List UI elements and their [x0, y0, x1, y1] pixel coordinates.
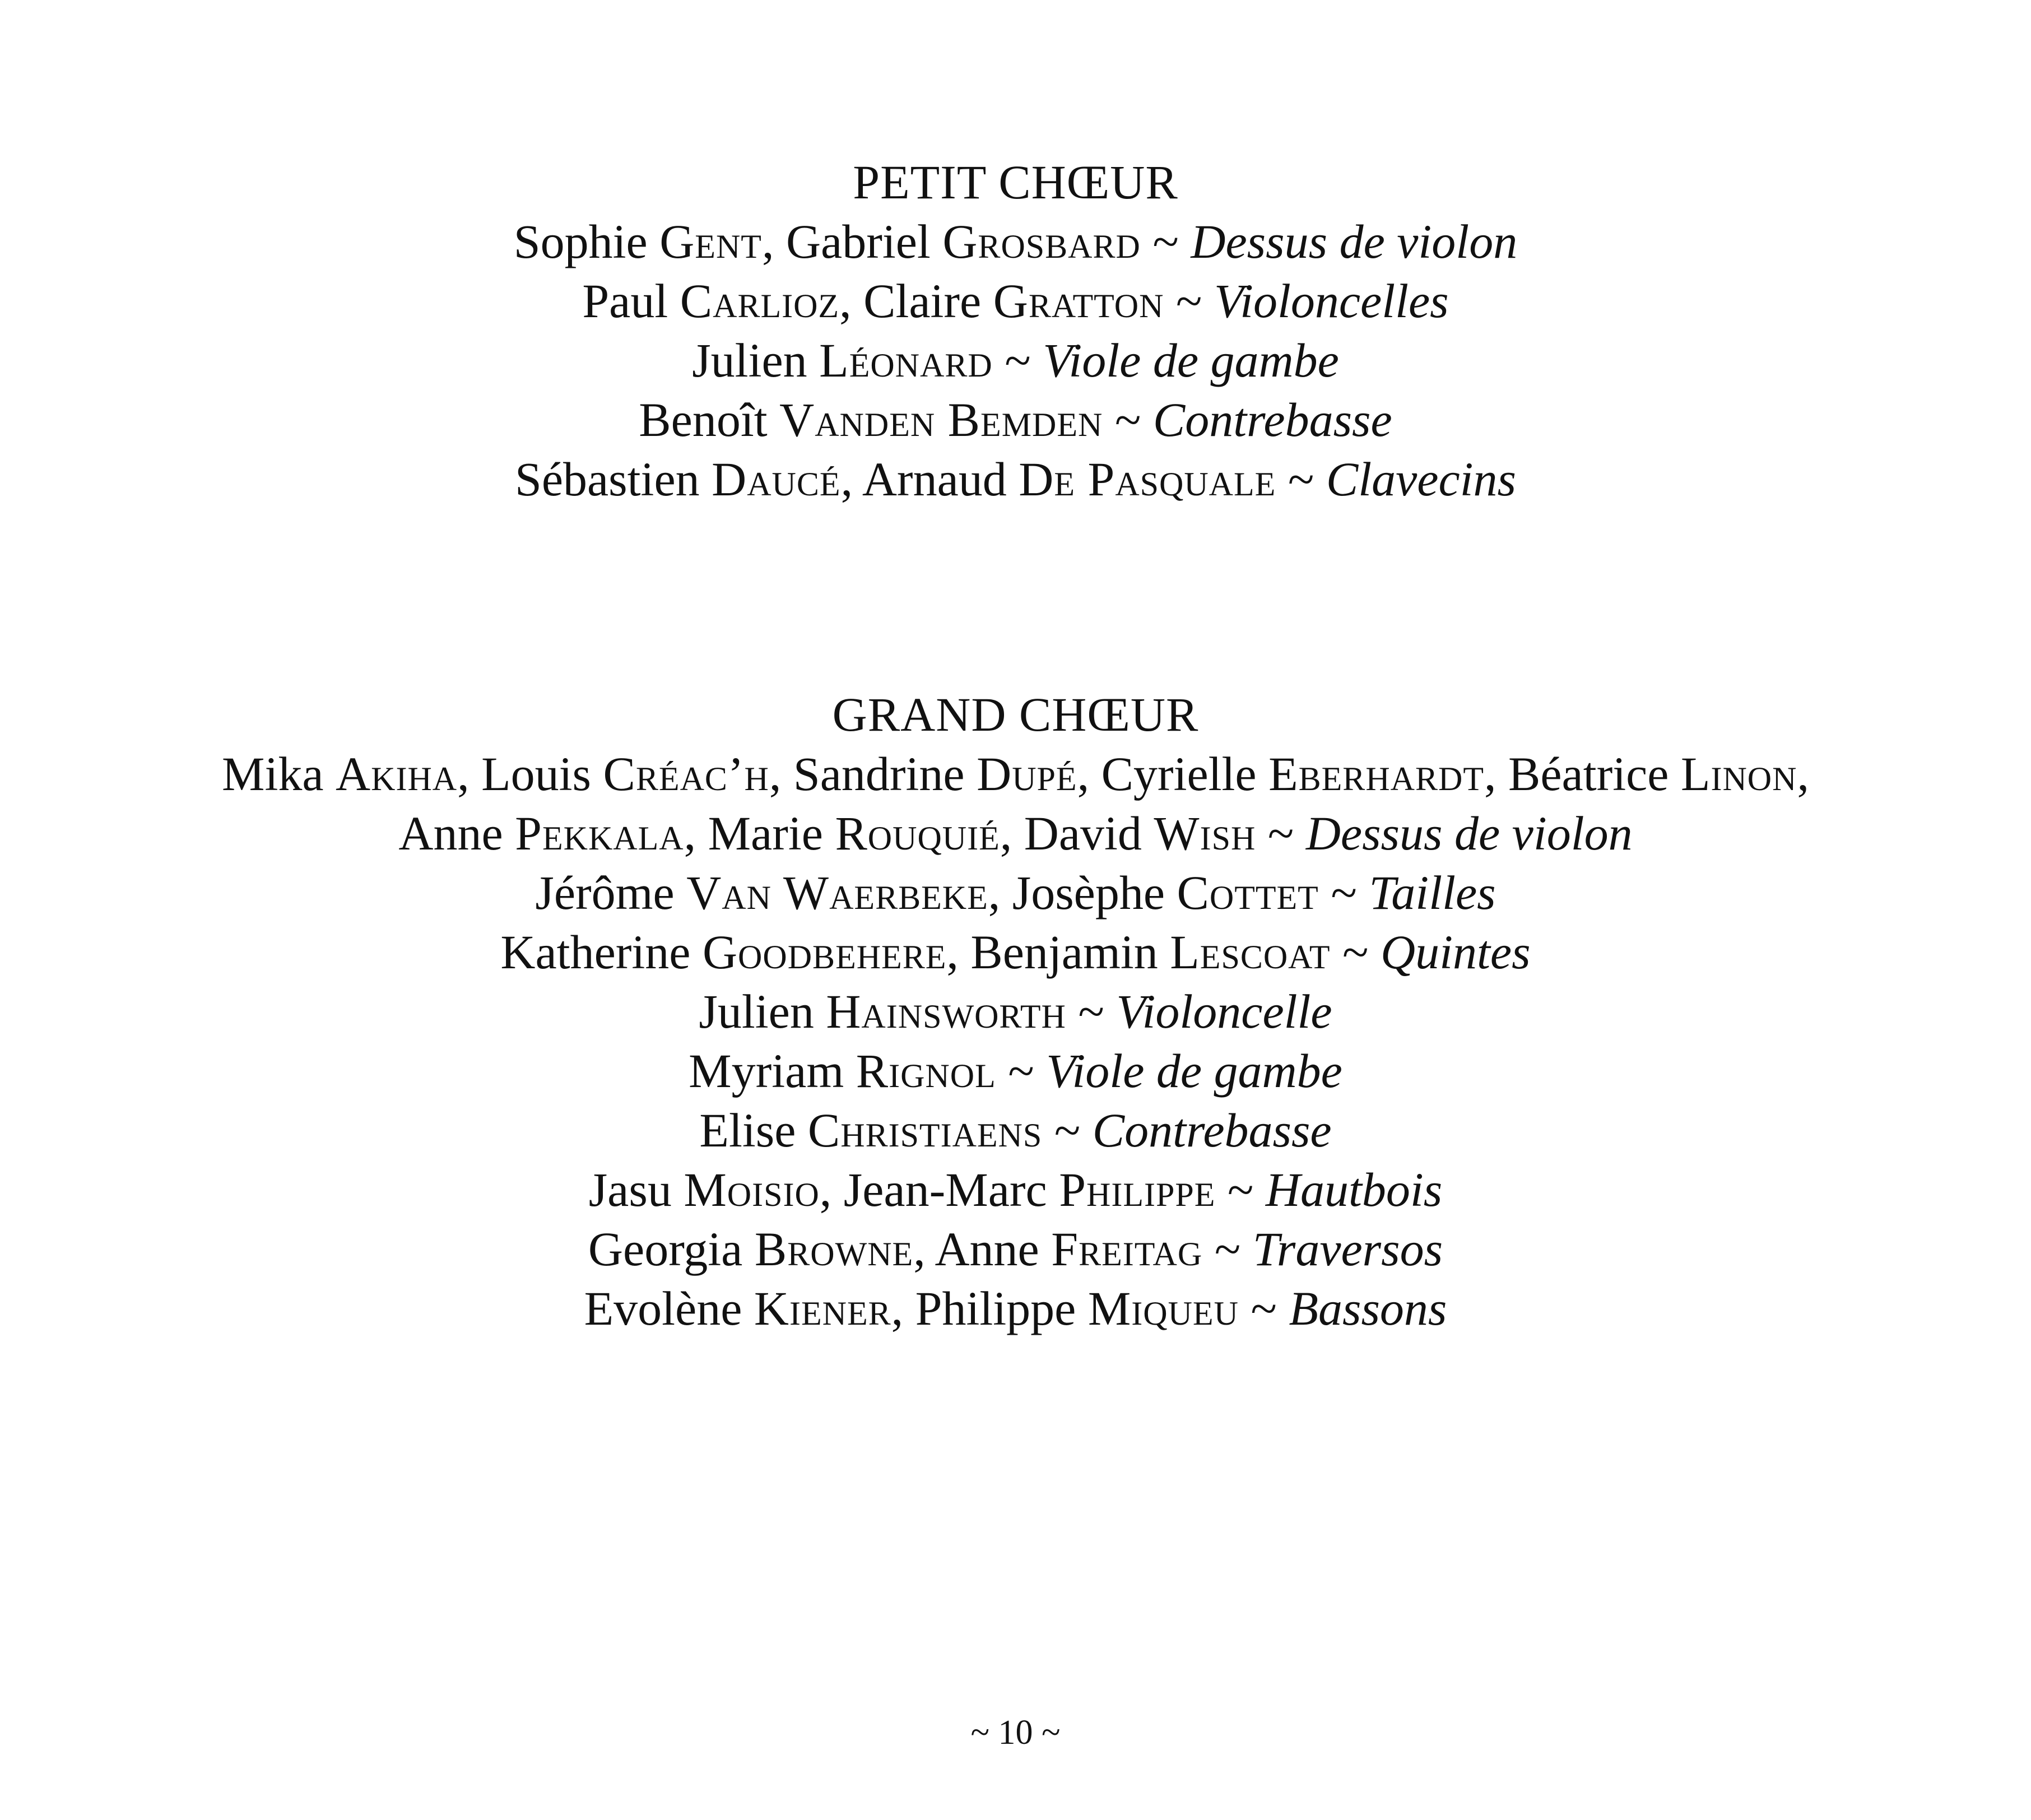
musician-surname: Wish [1154, 806, 1256, 860]
musician-surname: Pekkala [515, 806, 684, 860]
name-text: Anne [398, 806, 515, 860]
name-text: ~ [1276, 452, 1326, 506]
musician-surname: Cottet [1177, 866, 1319, 920]
name-text: ~ [1238, 1282, 1289, 1335]
grand-choeur-list [0, 744, 2031, 1338]
name-text: Myriam [689, 1044, 856, 1098]
musician-surname: Christiaens [807, 1103, 1043, 1157]
name-text: ~ [1202, 1222, 1253, 1276]
musician-surname: Gratton [993, 274, 1164, 328]
musician-surname: Freitag [1051, 1222, 1203, 1276]
name-text: , Claire [839, 274, 993, 328]
petit-choeur-section [0, 152, 2031, 509]
musician-surname: Philippe [1059, 1163, 1216, 1217]
musician-surname: Browne [754, 1222, 914, 1276]
credit-line [0, 863, 2031, 922]
name-text: ~ [1140, 215, 1191, 268]
name-text: , Philippe [891, 1282, 1088, 1335]
instrument-label: Violoncelles [1214, 274, 1449, 328]
instrument-label: Viole de gambe [1043, 333, 1339, 387]
name-text: , Josèphe [988, 866, 1177, 920]
name-text: , Cyrielle [1077, 747, 1269, 801]
name-text: Jérôme [535, 866, 687, 920]
name-text: Sophie [513, 215, 660, 268]
name-text: ~ [1318, 866, 1369, 920]
musician-surname: Grosbard [942, 215, 1141, 268]
musician-surname: Hainsworth [826, 985, 1066, 1038]
credit-line [0, 804, 2031, 863]
musician-surname: Créac’h [603, 747, 769, 801]
name-text: ~ [992, 333, 1043, 387]
name-text: , Jean-Marc [819, 1163, 1059, 1217]
name-text: , Benjamin [946, 925, 1170, 979]
name-text: , Arnaud [840, 452, 1019, 506]
musician-surname: Lescoat [1170, 925, 1331, 979]
musician-surname: De Pasquale [1019, 452, 1276, 506]
instrument-label: Violoncelle [1116, 985, 1332, 1038]
musician-surname: Miqueu [1087, 1282, 1239, 1335]
grand-choeur-section [0, 685, 2031, 1338]
credit-line [0, 1041, 2031, 1101]
instrument-label: Dessus de violon [1191, 215, 1518, 268]
name-text: ~ [1066, 985, 1117, 1038]
grand-choeur-heading: GRAND CHŒUR [832, 688, 1199, 741]
credit-line [0, 331, 2031, 390]
instrument-label: Dessus de violon [1305, 806, 1633, 860]
name-text: , [1797, 747, 1809, 801]
musician-surname: Gent [659, 215, 762, 268]
name-text: Julien [699, 985, 826, 1038]
name-text: , Sandrine [769, 747, 977, 801]
name-text: ~ [1256, 806, 1306, 860]
credit-line [0, 212, 2031, 271]
musician-surname: Rignol [856, 1044, 996, 1098]
name-text: , Louis [457, 747, 603, 801]
name-text: Jasu [588, 1163, 684, 1217]
name-text: Mika [222, 747, 336, 801]
instrument-label: Viole de gambe [1046, 1044, 1342, 1098]
name-text: , Anne [913, 1222, 1052, 1276]
instrument-label: Contrebasse [1152, 393, 1392, 447]
petit-choeur-heading: PETIT CHŒUR [853, 155, 1178, 209]
name-text: Katherine [500, 925, 703, 979]
name-text: Paul [582, 274, 680, 328]
name-text: Georgia [588, 1222, 755, 1276]
name-text: , Béatrice [1484, 747, 1681, 801]
name-text: Sébastien [515, 452, 712, 506]
name-text: Julien [692, 333, 820, 387]
name-text: ~ [996, 1044, 1047, 1098]
instrument-label: Clavecins [1326, 452, 1516, 506]
instrument-label: Bassons [1289, 1282, 1447, 1335]
credit-line [0, 1160, 2031, 1219]
name-text: ~ [1330, 925, 1381, 979]
credit-line [0, 449, 2031, 509]
credit-line [0, 982, 2031, 1041]
credit-line [0, 1279, 2031, 1338]
name-text: ~ [1103, 393, 1153, 447]
musician-surname: Daucé [712, 452, 841, 506]
musician-surname: Akiha [336, 747, 458, 801]
petit-choeur-list [0, 212, 2031, 509]
name-text: ~ [1215, 1163, 1266, 1217]
credit-line [0, 744, 2031, 804]
credit-line [0, 922, 2031, 982]
musician-surname: Léonard [819, 333, 993, 387]
name-text: ~ [1164, 274, 1214, 328]
name-text: ~ [1042, 1103, 1093, 1157]
name-text: Benoît [639, 393, 780, 447]
musician-surname: Rouquié [835, 806, 1000, 860]
instrument-label: Traversos [1252, 1222, 1443, 1276]
musician-surname: Dupé [977, 747, 1077, 801]
musician-surname: Goodbehere [702, 925, 947, 979]
instrument-label: Tailles [1369, 866, 1496, 920]
name-text: Evolène [584, 1282, 754, 1335]
instrument-label: Hautbois [1265, 1163, 1443, 1217]
page-number: ~ 10 ~ [970, 1714, 1061, 1752]
musician-surname: Eberhardt [1268, 747, 1484, 801]
name-text: Elise [699, 1103, 808, 1157]
musician-surname: Vanden Bemden [779, 393, 1103, 447]
name-text: , David [1000, 806, 1154, 860]
musician-surname: Linon [1680, 747, 1797, 801]
name-text: , Gabriel [761, 215, 943, 268]
musician-surname: Kiener [754, 1282, 891, 1335]
name-text: , Marie [684, 806, 835, 860]
credit-line [0, 271, 2031, 331]
instrument-label: Contrebasse [1092, 1103, 1332, 1157]
credit-line [0, 390, 2031, 449]
instrument-label: Quintes [1381, 925, 1531, 979]
credit-line [0, 1101, 2031, 1160]
musician-surname: Moisio [684, 1163, 820, 1217]
credit-line [0, 1219, 2031, 1279]
musician-surname: Van Waerbeke [686, 866, 988, 920]
musician-surname: Carlioz [680, 274, 840, 328]
